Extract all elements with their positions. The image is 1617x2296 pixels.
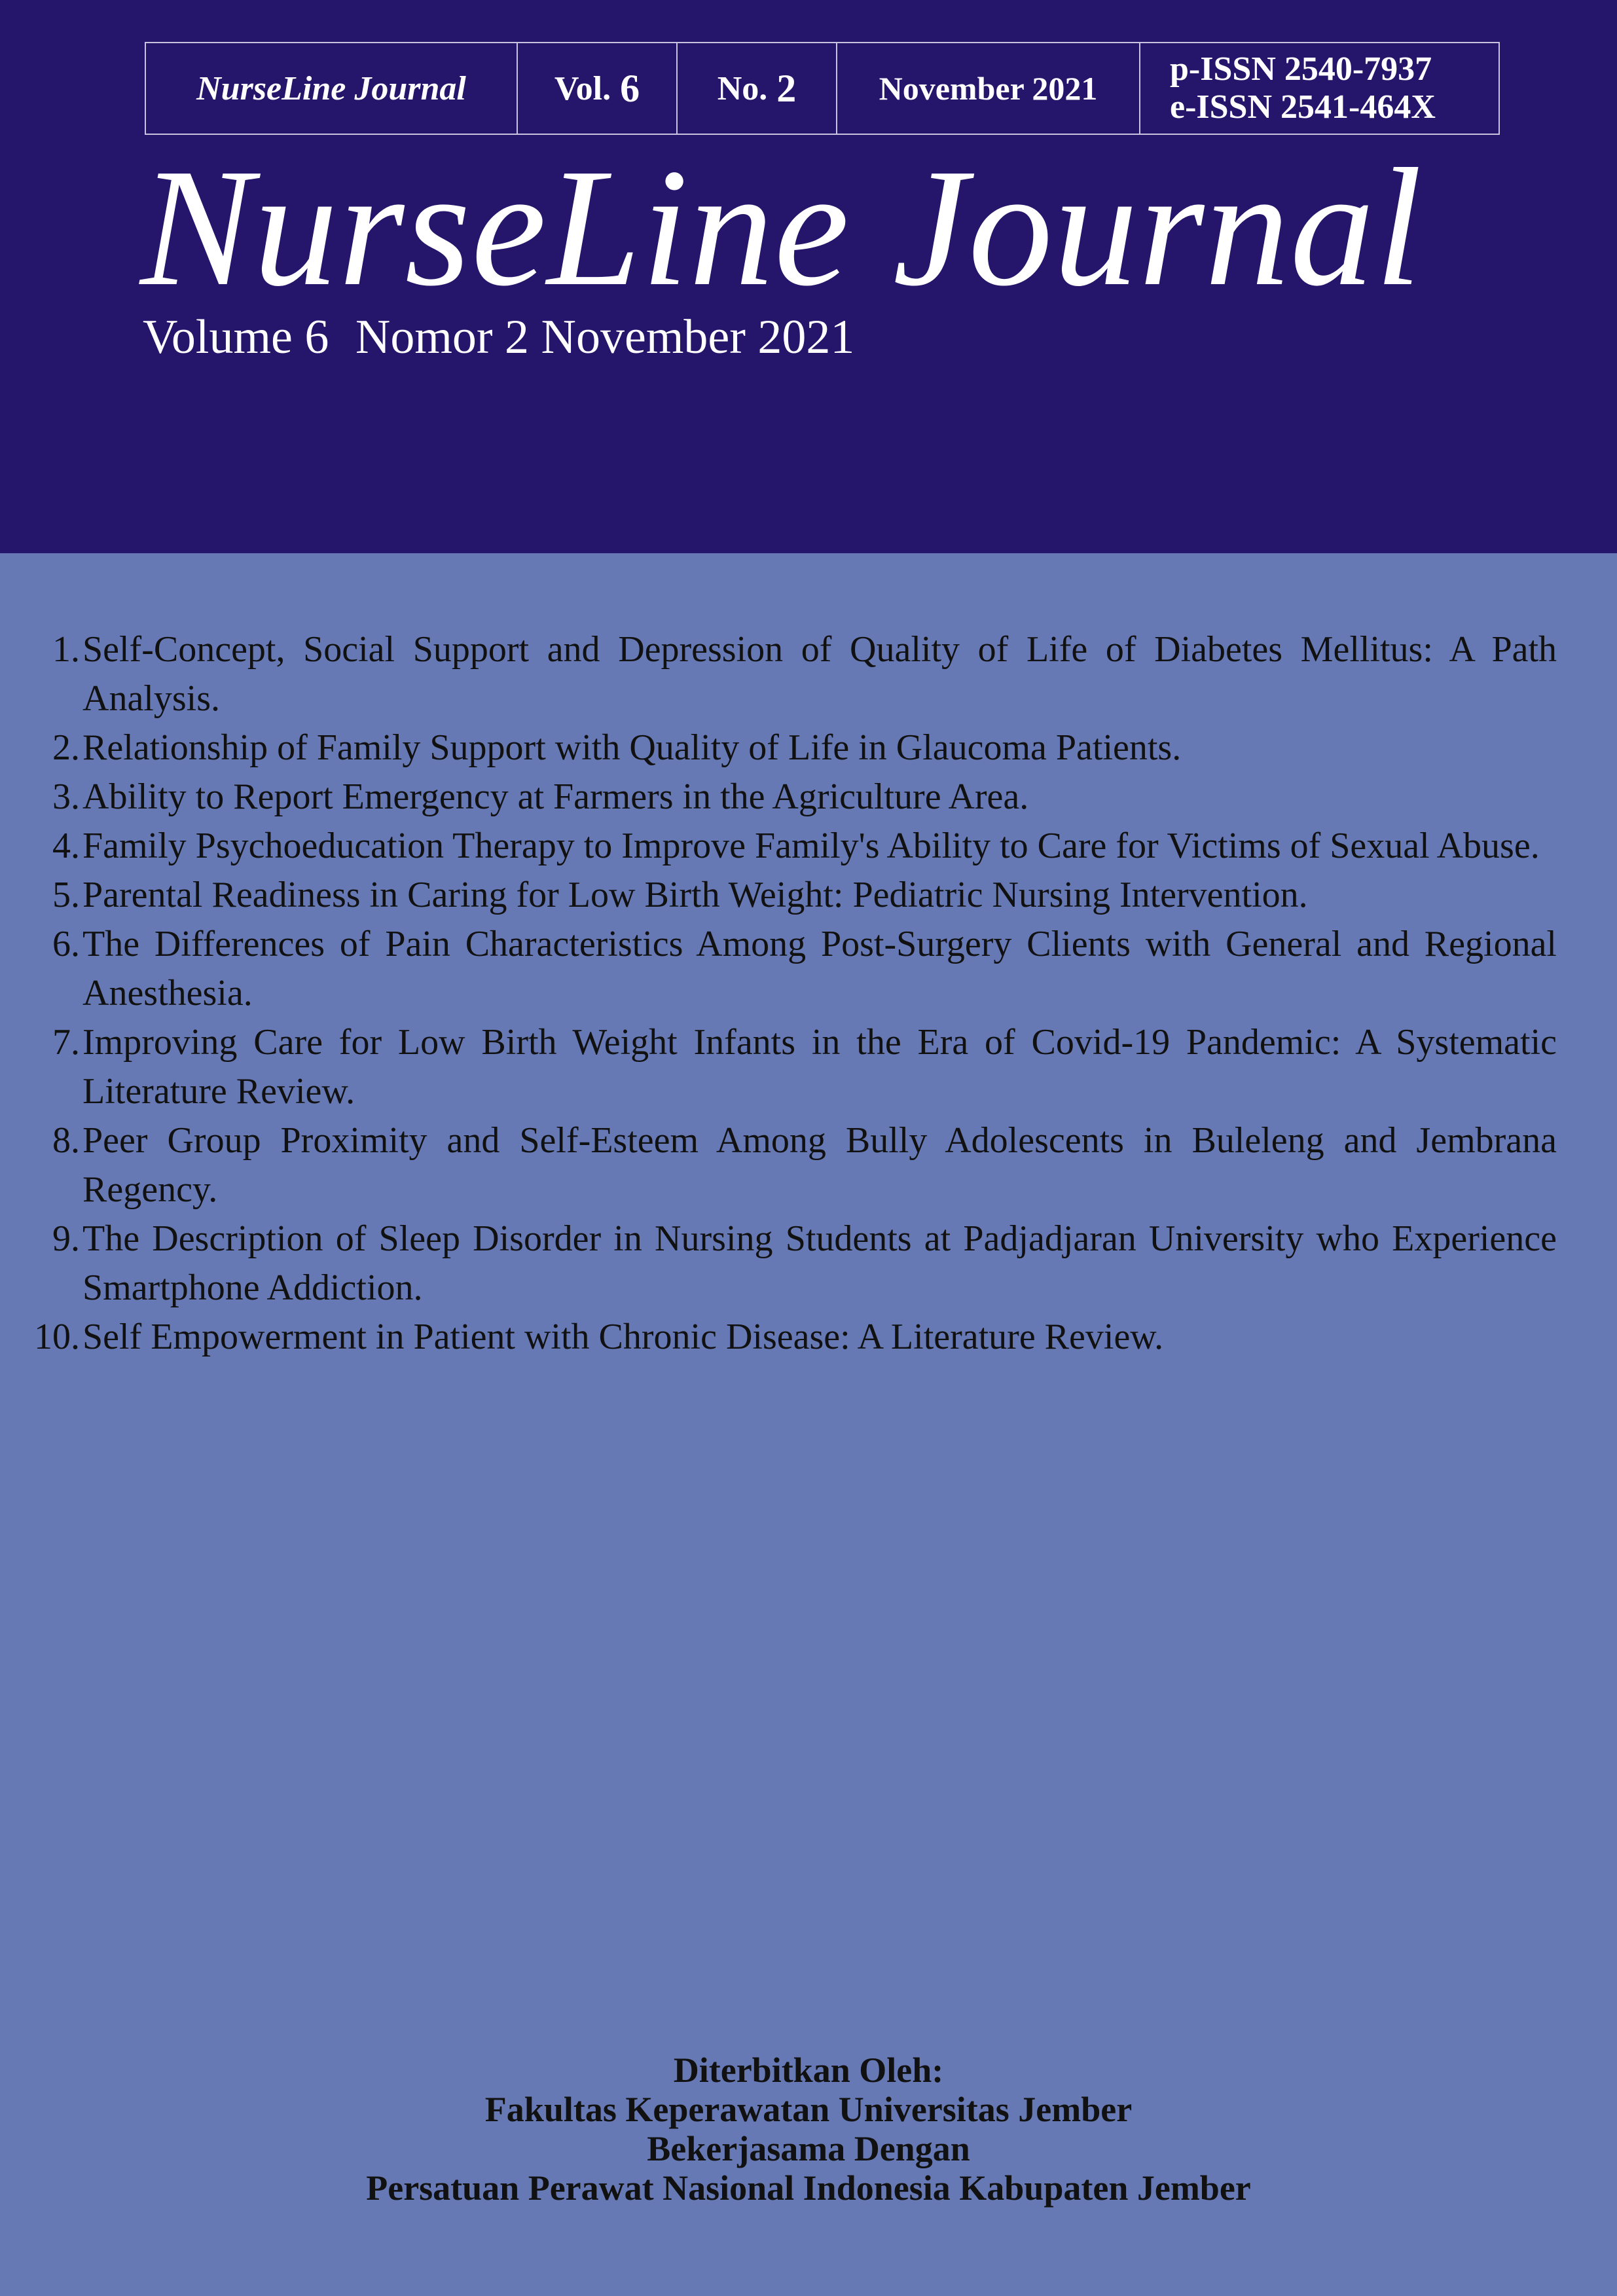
journal-title: NurseLine Journal (140, 134, 1423, 321)
toc-item-number: 10. (34, 1317, 80, 1357)
toc-item-number: 8. (52, 1120, 80, 1161)
toc-item (26, 1313, 1557, 1362)
toc-item-number: 2. (52, 727, 80, 768)
toc-item (26, 625, 1557, 723)
toc-item (26, 723, 1557, 773)
toc-item-title: Self-Concept, Social Support and Depression of Quality of Life of Diabetes Mellitus: A Path Analysis. (82, 629, 1557, 719)
toc-item-number: 3. (52, 776, 80, 817)
toc-item-number: 1. (52, 629, 80, 670)
toc-item-title: Relationship of Family Support with Quality of Life in Glaucoma Patients. (82, 727, 1182, 768)
toc-item-title: Improving Care for Low Birth Weight Infants in the Era of Covid-19 Pandemic: A Systematic Literature Review. (82, 1022, 1557, 1112)
toc-item-number: 6. (52, 924, 80, 964)
subtitle-nomor-label: Nomor (355, 310, 493, 364)
toc-item-number: 7. (52, 1022, 80, 1063)
toc-item (26, 1018, 1557, 1116)
toc-item-number: 5. (52, 875, 80, 915)
p-issn: p-ISSN 2540-7937 (1170, 50, 1432, 88)
toc-item (26, 1116, 1557, 1214)
subtitle-volume-number: 6 (304, 310, 329, 364)
info-issn (1140, 43, 1499, 134)
publisher-line-faculty: Fakultas Keperawatan Universitas Jember (484, 2090, 1133, 2129)
info-number-value: 2 (776, 66, 797, 110)
issue-subtitle (143, 308, 854, 367)
subtitle-volume-label: Volume (143, 310, 293, 364)
toc-item (26, 773, 1557, 822)
info-number (678, 43, 837, 134)
toc-item-number: 9. (52, 1218, 80, 1259)
toc-item-title: Family Psychoeducation Therapy to Improve Family's Ability to Care for Victims of Sexual Abuse. (82, 826, 1540, 866)
toc-item-number: 4. (52, 826, 80, 866)
info-number-label: No. (717, 69, 768, 107)
info-volume-label: Vol. (554, 69, 611, 107)
toc-item (26, 871, 1557, 920)
toc-item (26, 920, 1557, 1018)
toc-item (26, 1214, 1557, 1313)
publisher-line-collaboration: Bekerjasama Dengan (647, 2129, 970, 2168)
info-journal-name: NurseLine Journal (146, 43, 518, 134)
publisher-line-published-by: Diterbitkan Oleh: (673, 2050, 944, 2090)
toc-item-title: The Description of Sleep Disorder in Nursing Students at Padjadjaran University who Experience Smartphone Addiction. (82, 1218, 1557, 1308)
info-volume (518, 43, 678, 134)
toc-item (26, 822, 1557, 871)
toc-item-title: Peer Group Proximity and Self-Esteem Among Bully Adolescents in Buleleng and Jembrana Regency. (82, 1120, 1557, 1210)
subtitle-date: November 2021 (541, 310, 855, 364)
info-date: November 2021 (837, 43, 1140, 134)
info-volume-number: 6 (620, 66, 640, 110)
toc-item-title: Parental Readiness in Caring for Low Birth Weight: Pediatric Nursing Intervention. (82, 875, 1308, 915)
publisher-line-association: Persatuan Perawat Nasional Indonesia Kabupaten Jember (366, 2168, 1251, 2208)
toc-item-title: The Differences of Pain Characteristics Among Post-Surgery Clients with General and Regional Anesthesia. (82, 924, 1557, 1013)
issue-info-bar (145, 42, 1500, 135)
toc-item-title: Ability to Report Emergency at Farmers in the Agriculture Area. (82, 776, 1029, 817)
e-issn: e-ISSN 2541-464X (1170, 88, 1436, 126)
toc-item-title: Self Empowerment in Patient with Chronic Disease: A Literature Review. (82, 1317, 1164, 1357)
subtitle-nomor-number: 2 (505, 310, 530, 364)
publisher-block (0, 2050, 1617, 2208)
table-of-contents (26, 625, 1557, 1362)
